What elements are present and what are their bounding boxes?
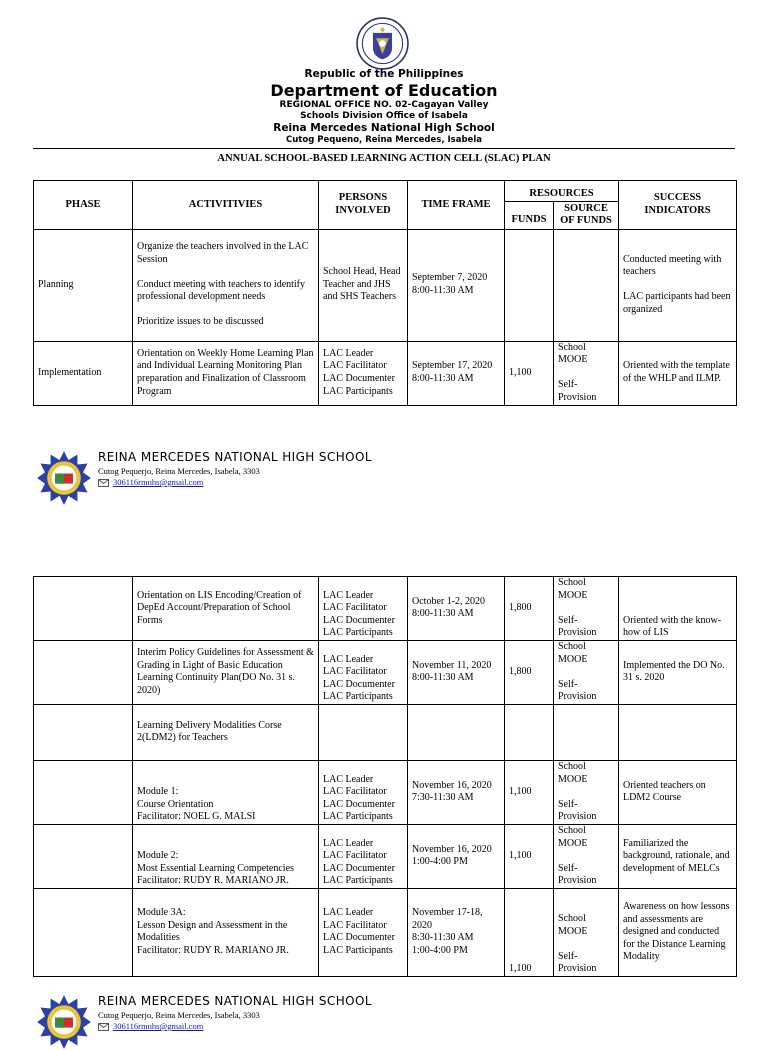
footer-email-line <box>98 1021 203 1031</box>
activities-cell: Module 3A: Lesson Design and Assessment in the Modalities Facilitator: RUDY R. MARIANO JR. <box>133 888 319 976</box>
footer-email-link[interactable]: 306116rmnhs@gmail.com <box>113 1021 204 1031</box>
table-row <box>34 229 737 341</box>
time-frame-cell <box>408 704 505 760</box>
funds-cell: 1,100 <box>505 824 554 888</box>
school-logo-icon <box>36 450 92 506</box>
persons-cell: LAC Leader LAC Facilitator LAC Documenter LAC Participants <box>319 577 408 641</box>
table-row <box>34 760 737 824</box>
phase-cell <box>34 824 133 888</box>
activities-cell: Interim Policy Guidelines for Assessment & Grading in Light of Basic Education Learning Continuity Plan(DO No. 31 s. 2020) <box>133 640 319 704</box>
footer-address: Cutog Pequeṛjo, Reina Mercedes, Isabela, 3303 <box>98 466 260 476</box>
activities-cell: Organize the teachers involved in the LAC Session Conduct meeting with teachers to identify professional development needs Prioritize issues to be discussed <box>133 229 319 341</box>
phase-cell: Implementation <box>34 341 133 405</box>
slac-plan-table-continued <box>33 576 737 977</box>
time-frame-cell: October 1-2, 2020 8:00-11:30 AM <box>408 577 505 641</box>
school-name: Reina Mercedes National High School <box>273 122 495 134</box>
time-frame-cell: September 17, 2020 8:00-11:30 AM <box>408 341 505 405</box>
phase-cell <box>34 640 133 704</box>
persons-cell: LAC Leader LAC Facilitator LAC Documenter LAC Participants <box>319 341 408 405</box>
persons-cell: LAC Leader LAC Facilitator LAC Documenter LAC Participants <box>319 640 408 704</box>
deped-seal-icon <box>356 17 409 70</box>
header-resources: RESOURCES <box>505 181 619 202</box>
source-cell: School MOOE Self-Provision <box>554 888 619 976</box>
source-cell: School MOOE Self-Provision <box>554 577 619 641</box>
footer-email-link[interactable]: 306116rmnhs@gmail.com <box>113 477 204 487</box>
activities-cell: Learning Delivery Modalities Corse 2(LDM2) for Teachers <box>133 704 319 760</box>
success-cell <box>619 704 737 760</box>
source-cell: School MOOE Self-Provision <box>554 341 619 405</box>
funds-cell: 1,800 <box>505 640 554 704</box>
persons-cell: LAC Leader LAC Facilitator LAC Documenter LAC Participants <box>319 760 408 824</box>
success-cell: Oriented with the know-how of LIS <box>619 577 737 641</box>
funds-cell: 1,800 <box>505 577 554 641</box>
success-cell: Familiarized the background, rationale, and development of MELCs <box>619 824 737 888</box>
school-address: Cutog Pequeno, Reina Mercedes, Isabela <box>286 135 482 145</box>
time-frame-cell: November 11, 2020 8:00-11:30 AM <box>408 640 505 704</box>
header-source: SOURCE OF FUNDS <box>554 201 619 229</box>
header-phase: PHASE <box>34 181 133 230</box>
time-frame-cell: November 17-18, 2020 8:30-11:30 AM 1:00-4:00 PM <box>408 888 505 976</box>
funds-cell: 1,100 <box>505 888 554 976</box>
source-cell: School MOOE Self-Provision <box>554 760 619 824</box>
department-title: Department of Education <box>270 81 498 100</box>
envelope-icon <box>98 479 109 487</box>
persons-cell <box>319 704 408 760</box>
phase-cell <box>34 704 133 760</box>
funds-cell <box>505 229 554 341</box>
header-time-frame: TIME FRAME <box>408 181 505 230</box>
persons-cell: LAC Leader LAC Facilitator LAC Documenter LAC Participants <box>319 888 408 976</box>
phase-cell <box>34 888 133 976</box>
persons-cell: School Head, Head Teacher and JHS and SHS Teachers <box>319 229 408 341</box>
table-row <box>34 577 737 641</box>
slac-plan-table <box>33 180 737 406</box>
phase-cell: Planning <box>34 229 133 341</box>
header-divider <box>33 148 735 149</box>
header-funds: FUNDS <box>505 201 554 229</box>
school-logo-icon <box>36 994 92 1050</box>
table-row <box>34 704 737 760</box>
funds-cell: 1,100 <box>505 341 554 405</box>
activities-cell: Orientation on Weekly Home Learning Plan and Individual Learning Monitoring Plan preparation and Finalization of Classroom Program <box>133 341 319 405</box>
funds-cell: 1,100 <box>505 760 554 824</box>
success-cell: Implemented the DO No. 31 s. 2020 <box>619 640 737 704</box>
activities-cell: Module 1: Course Orientation Facilitator: NOEL G. MALSI <box>133 760 319 824</box>
source-cell: School MOOE Self-Provision <box>554 824 619 888</box>
success-cell: Awareness on how lessons and assessments are designed and conducted for the Distance Learning Modality <box>619 888 737 976</box>
activities-cell: Module 2: Most Essential Learning Competencies Facilitator: RUDY R. MARIANO JR. <box>133 824 319 888</box>
success-cell: Oriented teachers on LDM2 Course <box>619 760 737 824</box>
region-line: REGIONAL OFFICE NO. 02-Cagayan Valley <box>279 100 489 110</box>
plan-title: ANNUAL SCHOOL-BASED LEARNING ACTION CELL (SLAC) PLAN <box>217 153 551 164</box>
header-activities: ACTIVITIVIES <box>133 181 319 230</box>
table-row <box>34 888 737 976</box>
footer-address: Cutog Pequeṛjo, Reina Mercedes, Isabela, 3303 <box>98 1010 260 1020</box>
funds-cell <box>505 704 554 760</box>
activities-cell: Orientation on LIS Encoding/Creation of DepEd Account/Preparation of School Forms <box>133 577 319 641</box>
success-cell: Conducted meeting with teachers LAC participants had been organized <box>619 229 737 341</box>
school-footer <box>36 994 536 1031</box>
success-cell: Oriented with the template of the WHLP and ILMP. <box>619 341 737 405</box>
source-cell: School MOOE Self-Provision <box>554 640 619 704</box>
header-success: SUCCESS INDICATORS <box>619 181 737 230</box>
table-row <box>34 341 737 405</box>
division-line: Schools Division Office of Isabela <box>300 111 468 121</box>
footer-school-name: REINA MERCEDES NATIONAL HIGH SCHOOL <box>98 994 372 1008</box>
time-frame-cell: November 16, 2020 1:00-4:00 PM <box>408 824 505 888</box>
table-row <box>34 824 737 888</box>
envelope-icon <box>98 1023 109 1031</box>
source-cell <box>554 229 619 341</box>
table-row <box>34 640 737 704</box>
time-frame-cell: November 16, 2020 7:30-11:30 AM <box>408 760 505 824</box>
footer-school-name: REINA MERCEDES NATIONAL HIGH SCHOOL <box>98 450 372 464</box>
republic-line: Republic of the Philippines <box>304 68 464 80</box>
persons-cell: LAC Leader LAC Facilitator LAC Documenter LAC Participants <box>319 824 408 888</box>
footer-email-line <box>98 477 203 487</box>
phase-cell <box>34 577 133 641</box>
source-cell <box>554 704 619 760</box>
school-footer <box>36 450 536 506</box>
time-frame-cell: September 7, 2020 8:00-11:30 AM <box>408 229 505 341</box>
header-persons: PERSONS INVOLVED <box>319 181 408 230</box>
phase-cell <box>34 760 133 824</box>
